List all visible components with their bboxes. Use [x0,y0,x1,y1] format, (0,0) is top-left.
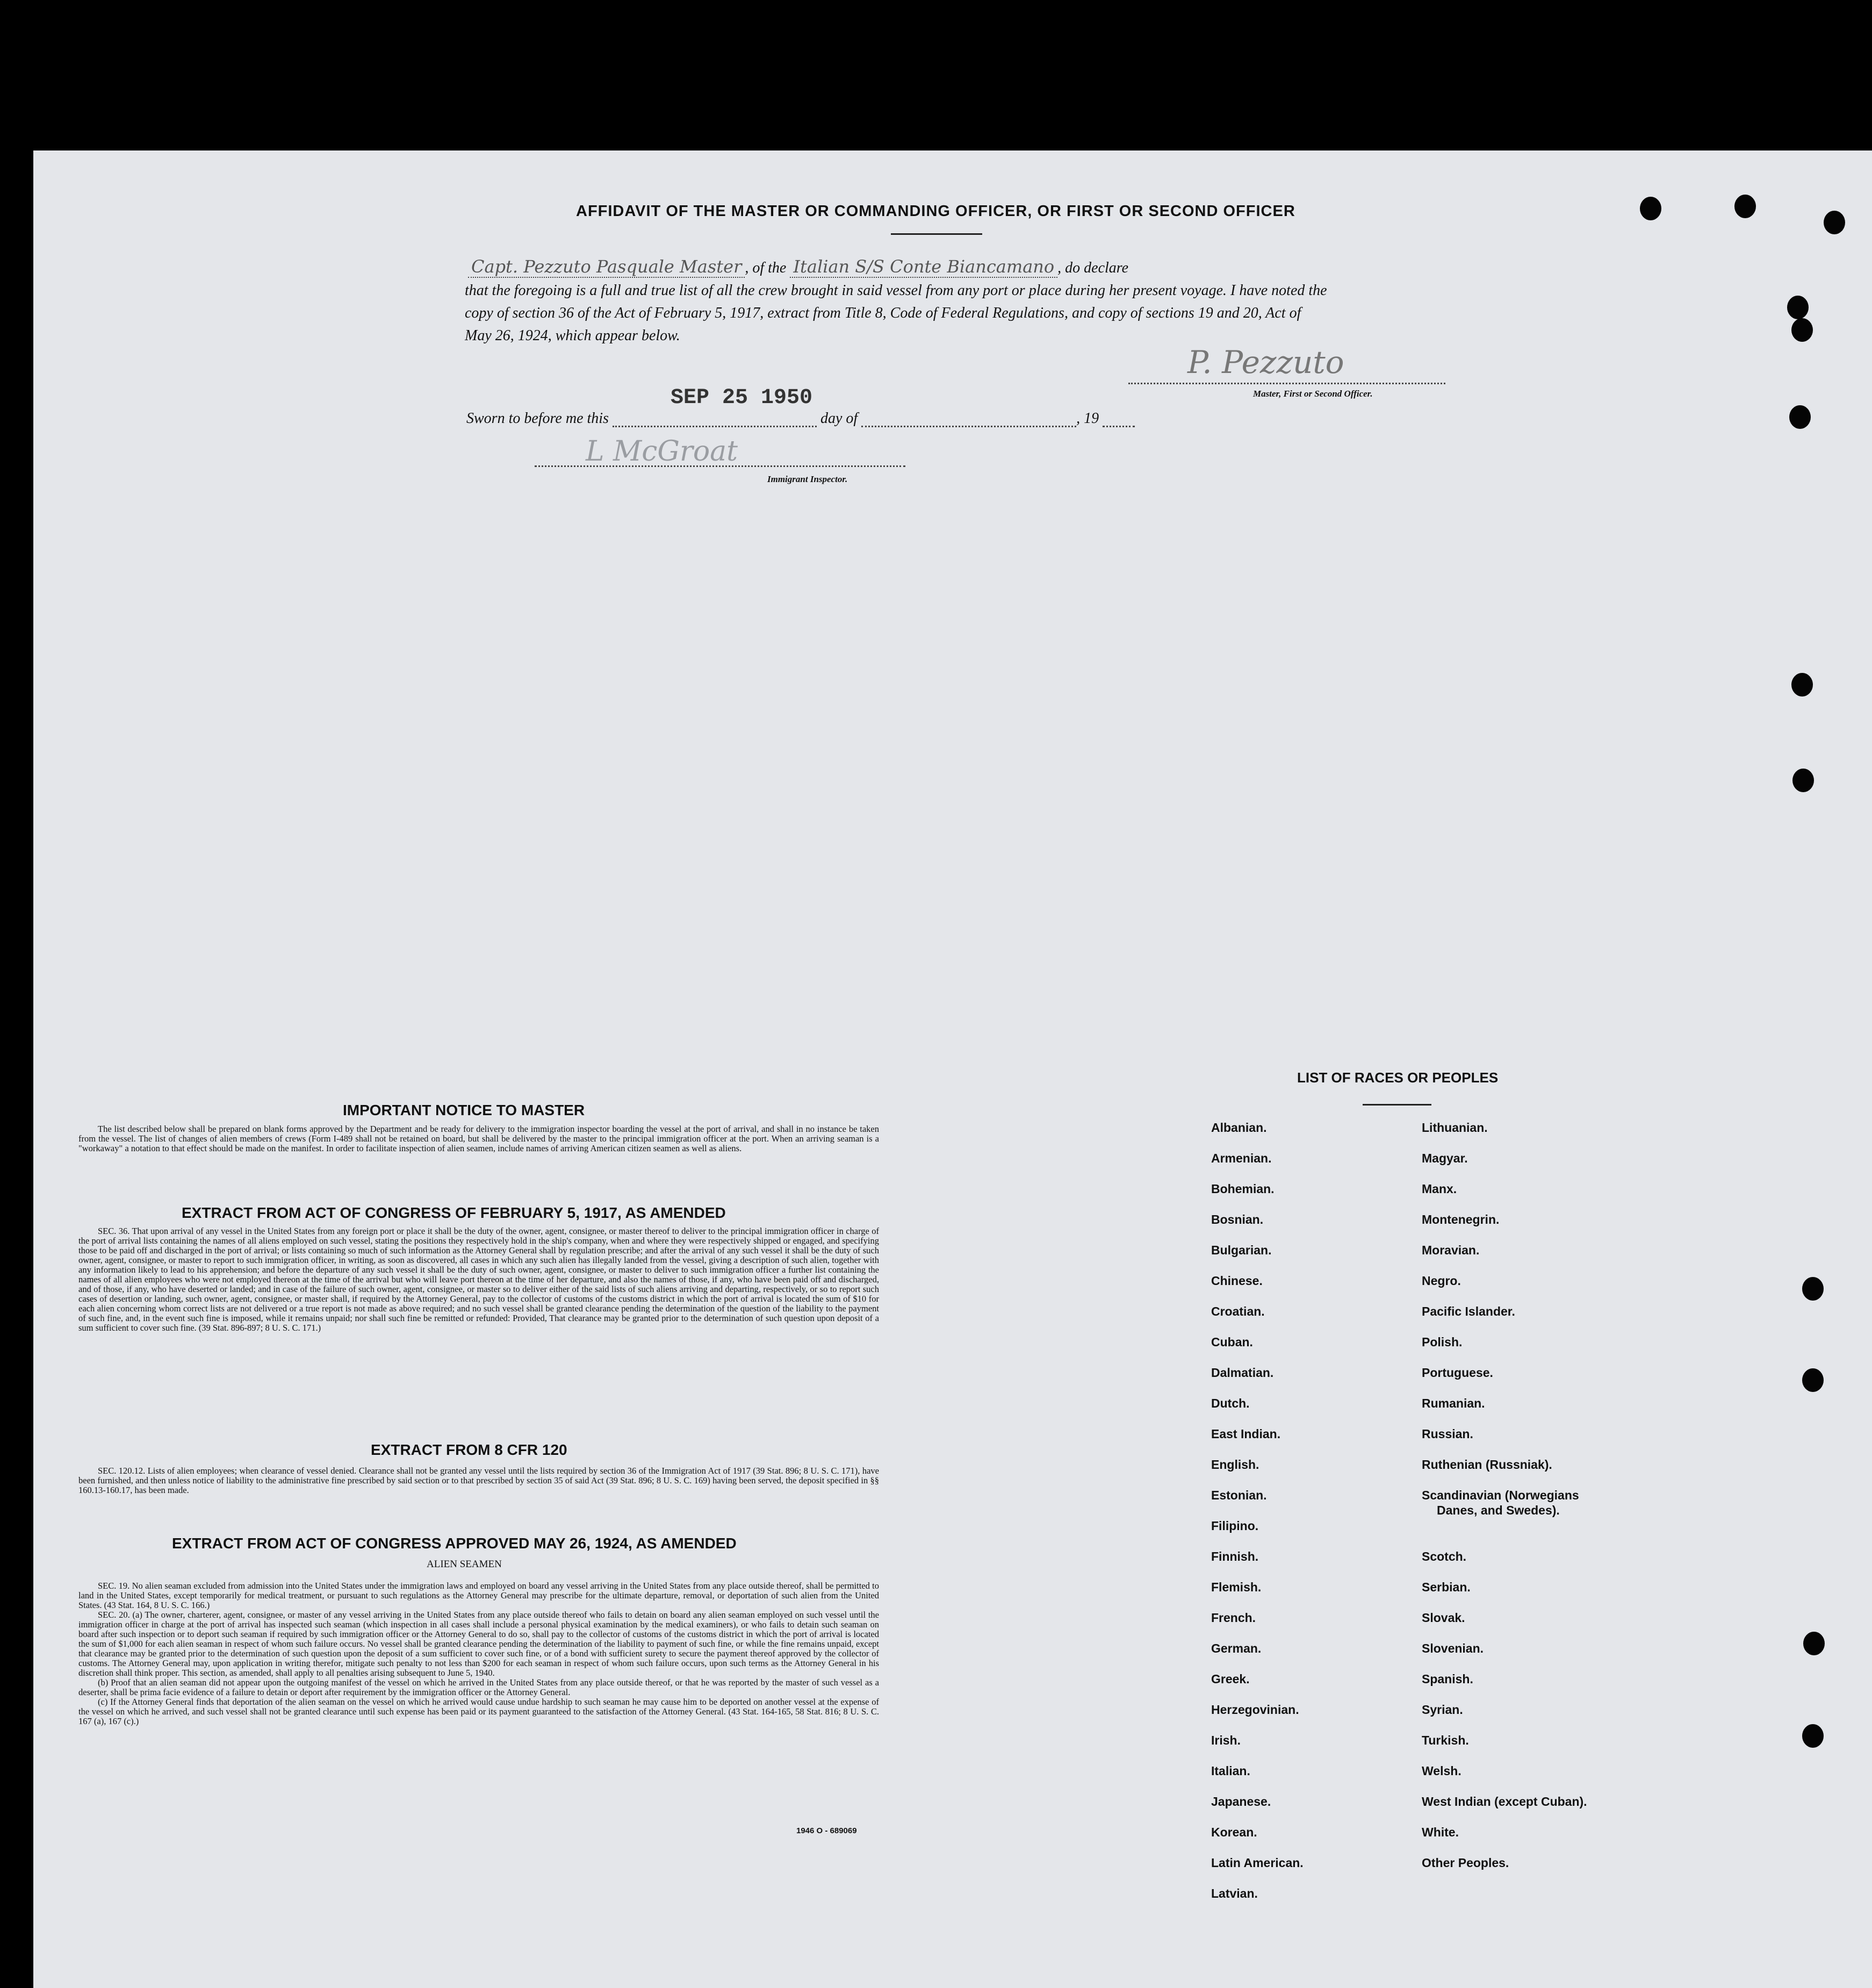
race-item: Portuguese. [1422,1366,1493,1380]
extract-1917-paragraph: SEC. 36. That upon arrival of any vessel in the United States from any foreign port or place it shall be the duty of the owner, agent, consignee, or master thereof to deliver to the principal immigration officer in charge of the port of arrival lists containing the names of all aliens employed on such vessel, stating the positions they respectively hold in the ship's company, when and where they were respectively shipped or engaged, and specifying those to be paid off and discharged in the port of arrival; or lists containing so much of such information as the Attorney General shall by regulation prescribe; and after the arrival of any such vessel it shall be the duty of such owner, agent, consignee, or master to report to such immigration officer, in writing, as soon as discovered, all cases in which any such alien has illegally landed from the vessel, giving a description of such alien, together with any information likely to lead to his apprehension; and before the departure of any such vessel it shall be the duty of such owner, agent, consignee, or master to deliver to such immigration officer a further list containing the names of all alien employees who were not employed thereon at the time of the arrival but who will leave port thereon at the time of her departure, and also the names of those, if any, who have been paid off and discharged, and of those, if any, who have deserted or landed; and in case of the failure of such owner, agent, consignee, or master so to deliver either of the said lists of such aliens arriving and departing, respectively, or so to report such cases of desertion or landing, such owner, agent, consignee, or master shall, if required by the Attorney General, pay to the collector of customs of the customs district in which the port of arrival is located the sum of $10 for each alien concerning whom correct lists are not delivered or a true report is not made as above required; and no such vessel shall be granted clearance pending the determination of the question of the liability to the payment of such fine, and, in the event such fine is imposed, while it remains unpaid; nor shall such fine be remitted or refunded: Provided, That clearance may be granted prior to the determination of such question upon deposit of a sum sufficient to cover such fine. (39 Stat. 896-897; 8 U. S. C. 171.) [78,1226,879,1333]
race-item: Other Peoples. [1422,1856,1509,1870]
race-item: Albanian. [1211,1121,1267,1135]
race-item: Welsh. [1422,1764,1461,1778]
races-heading: LIST OF RACES OR PEOPLES [1297,1070,1499,1086]
race-item: Negro. [1422,1274,1461,1288]
of-the-label: of the [752,260,787,276]
declaration-line-3: copy of section 36 of the Act of February 5, 1917, extract from Title 8, Code of Federal Regulations, and copy of sections 19 and 20, Act of [465,305,1301,321]
master-signature-caption: Master, First or Second Officer. [1253,389,1373,399]
race-item: Filipino. [1211,1519,1259,1533]
declaration-text [465,255,1448,347]
race-item: Slovenian. [1422,1641,1484,1655]
race-item: Ruthenian (Russniak). [1422,1458,1552,1472]
race-item: Korean. [1211,1825,1257,1839]
punch-hole-11 [1803,1632,1825,1655]
extract-1924-heading: EXTRACT FROM ACT OF CONGRESS APPROVED MAY 26, 1924, AS AMENDED [172,1535,737,1552]
race-item: Moravian. [1422,1243,1480,1257]
declaration-line-2: that the foregoing is a full and true list of all the crew brought in said vessel from any port or place during her present voyage. I have noted the [465,282,1327,299]
extract-1924-sec20c: (c) If the Attorney General finds that deportation of the alien seaman on the vessel on which he arrived would cause undue hardship to such seaman he may cause him to be deported on another vessel at the expense of the vessel on which he arrived, and such vessel shall not be granted clearance until such expense has been paid or its payment guaranteed to the satisfaction of the Attorney General. (43 Stat. 164-165, 58 Stat. 816; 8 U. S. C. 167 (a), 167 (c).) [78,1697,879,1726]
punch-hole-5 [1791,318,1813,342]
race-item: Dalmatian. [1211,1366,1274,1380]
race-item: Russian. [1422,1427,1473,1441]
race-item: Latvian. [1211,1886,1258,1900]
race-item: Turkish. [1422,1733,1469,1747]
race-item: Estonian. [1211,1488,1267,1502]
race-item: Spanish. [1422,1672,1473,1686]
punch-hole-4 [1787,296,1809,319]
year-prefix: , 19 [1076,410,1099,427]
race-item: Dutch. [1211,1396,1250,1410]
race-item: English. [1211,1458,1259,1472]
race-item: German. [1211,1641,1262,1655]
sworn-month-blank [861,410,1076,427]
master-name-handwritten: Capt. Pezzuto Pasquale Master [468,256,745,278]
notice-heading: IMPORTANT NOTICE TO MASTER [343,1102,585,1118]
punch-hole-7 [1791,673,1813,697]
race-item: Polish. [1422,1335,1463,1349]
race-item: Chinese. [1211,1274,1263,1288]
race-item: Flemish. [1211,1580,1262,1594]
extract-1924-sec20a: SEC. 20. (a) The owner, charterer, agent, consignee, or master of any vessel arriving in the United States from any place outside thereof who fails to detain on board any alien seaman employed on such vessel until the immigration officer in charge at the port of arrival has inspected such seaman (which inspection in all cases shall include a personal physical examination by the medical examiners), or who fails to detain such seaman on board after such inspection or to deport such seaman if required by such immigration officer or the Attorney General to do so, shall pay to the collector of customs of the customs district in which the port of arrival is located the sum of $1,000 for each alien seaman in respect of whom such failure occurs. No vessel shall be granted clearance pending the determination of the liability to payment of such fine, or while the fine remains unpaid, except that clearance may be granted prior to the determination of such question upon the deposit of a sum sufficient to cover such fine, or of a bond with sufficient surety to secure the payment thereof approved by the collector of customs. The Attorney General may, upon application in writing therefor, mitigate such penalty to not less than $200 for each seaman in respect of whom such failure occurs, upon such terms as the Attorney General in his discretion shall think proper. This section, as amended, shall apply to all penalties arising subsequent to June 5, 1940. [78,1610,879,1678]
punch-hole-2 [1734,195,1756,218]
do-declare-label: do declare [1065,260,1129,276]
punch-hole-8 [1792,769,1814,792]
extract-1924-subheading: ALIEN SEAMEN [427,1559,502,1570]
master-signature: P. Pezzuto [1187,344,1344,381]
punch-hole-1 [1640,197,1661,220]
race-item: Italian. [1211,1764,1250,1778]
extract-1924-sec19: SEC. 19. No alien seaman excluded from admission into the United States under the immigration laws and employed on board any vessel arriving in the United States from any place outside thereof, shall be permitted to land in the United States, except temporarily for medical treatment, or pursuant to such regulations as the Attorney General may prescribe for the ultimate departure, removal, or deportation of such alien from the United States. (43 Stat. 164, 8 U. S. C. 166.) [78,1581,879,1610]
punch-hole-12 [1802,1724,1824,1748]
race-item: Rumanian. [1422,1396,1485,1410]
race-item: Scandinavian (Norwegians [1422,1488,1579,1502]
day-of-label: day of [820,410,858,427]
inspector-signature: L McGroat [586,435,738,468]
date-stamp: SEP 25 1950 [671,386,813,410]
sworn-line [466,410,1135,427]
race-item: Japanese. [1211,1795,1271,1808]
declaration-line-1: Capt. Pezzuto Pasquale Master , of the Italian S/S Conte Biancamano , do declare [465,255,1448,279]
race-item: Slovak. [1422,1611,1465,1625]
race-item: French. [1211,1611,1256,1625]
extract-cfr-heading: EXTRACT FROM 8 CFR 120 [371,1441,567,1458]
races-rule [1363,1104,1431,1106]
race-item: Bohemian. [1211,1182,1275,1196]
declaration-line-4: May 26, 1924, which appear below. [465,327,680,344]
race-item: Pacific Islander. [1422,1304,1515,1318]
punch-hole-3 [1824,211,1845,234]
punch-hole-6 [1789,405,1811,429]
race-item: Greek. [1211,1672,1250,1686]
race-item: Croatian. [1211,1304,1265,1318]
affidavit-title: AFFIDAVIT OF THE MASTER OR COMMANDING OFFICER, OR FIRST OR SECOND OFFICER [576,203,1295,220]
print-code: 1946 O - 689069 [796,1826,857,1835]
notice-text [78,1124,879,1153]
race-item: Bosnian. [1211,1212,1264,1226]
race-item: Finnish. [1211,1549,1259,1563]
vessel-name-handwritten: Italian S/S Conte Biancamano [790,256,1057,278]
extract-cfr-text [78,1466,879,1495]
race-item: East Indian. [1211,1427,1281,1441]
race-item: West Indian (except Cuban). [1422,1795,1587,1808]
race-item: Irish. [1211,1733,1241,1747]
sworn-day-blank [613,410,817,427]
title-rule [891,233,982,235]
master-signature-line [1128,383,1445,384]
race-item: Lithuanian. [1422,1121,1488,1135]
punch-hole-9 [1802,1277,1824,1301]
race-item: White. [1422,1825,1459,1839]
punch-hole-10 [1802,1368,1824,1392]
sworn-label: Sworn to before me this [466,410,609,427]
race-item: Syrian. [1422,1703,1463,1717]
race-item: Bulgarian. [1211,1243,1272,1257]
inspector-signature-line [535,465,905,467]
race-item: Scotch. [1422,1549,1467,1563]
race-item: Montenegrin. [1422,1212,1500,1226]
race-item: Armenian. [1211,1151,1272,1165]
race-item: Magyar. [1422,1151,1468,1165]
sworn-year-blank [1103,410,1135,427]
inspector-caption: Immigrant Inspector. [767,474,848,484]
race-item: Serbian. [1422,1580,1471,1594]
extract-1924-text [78,1581,879,1726]
extract-1917-heading: EXTRACT FROM ACT OF CONGRESS OF FEBRUARY 5, 1917, AS AMENDED [182,1204,726,1221]
extract-1924-sec20b: (b) Proof that an alien seaman did not appear upon the outgoing manifest of the vessel on which he arrived in the United States from any place outside thereof, or that he was reported by the master of such vessel as a deserter, shall be prima facie evidence of a failure to detain or deport after requirement by the immigration officer or the Attorney General. [78,1677,879,1697]
race-item: Danes, and Swedes). [1437,1503,1560,1517]
notice-paragraph: The list described below shall be prepared on blank forms approved by the Department and be ready for delivery to the immigration inspector boarding the vessel at the port of arrival, and shall in no instance be taken from the vessel. The list of changes of alien members of crews (Form I-489 shall not be retained on board, but shall be delivered by the master to the principal immigration officer at the port. When an arriving seaman is a "workaway" a notation to that effect should be made on the manifest. In order to facilitate inspection of alien seamen, include names of arriving American citizen seamen as well as aliens. [78,1124,879,1153]
extract-cfr-paragraph: SEC. 120.12. Lists of alien employees; when clearance of vessel denied. Clearance shall not be granted any vessel until the lists required by section 36 of the Immigration Act of 1917 (39 Stat. 896; 8 U. S. C. 171), have been furnished, and then unless notice of liability to the administrative fine prescribed by said section or to that prescribed by section 35 of said Act (39 Stat. 896; 8 U. S. C. 169) having been served, the deposit specified in §§ 160.13-160.17, has been made. [78,1466,879,1495]
extract-1917-text [78,1226,879,1333]
race-item: Cuban. [1211,1335,1253,1349]
race-item: Herzegovinian. [1211,1703,1299,1717]
race-item: Manx. [1422,1182,1457,1196]
race-item: Latin American. [1211,1856,1304,1870]
